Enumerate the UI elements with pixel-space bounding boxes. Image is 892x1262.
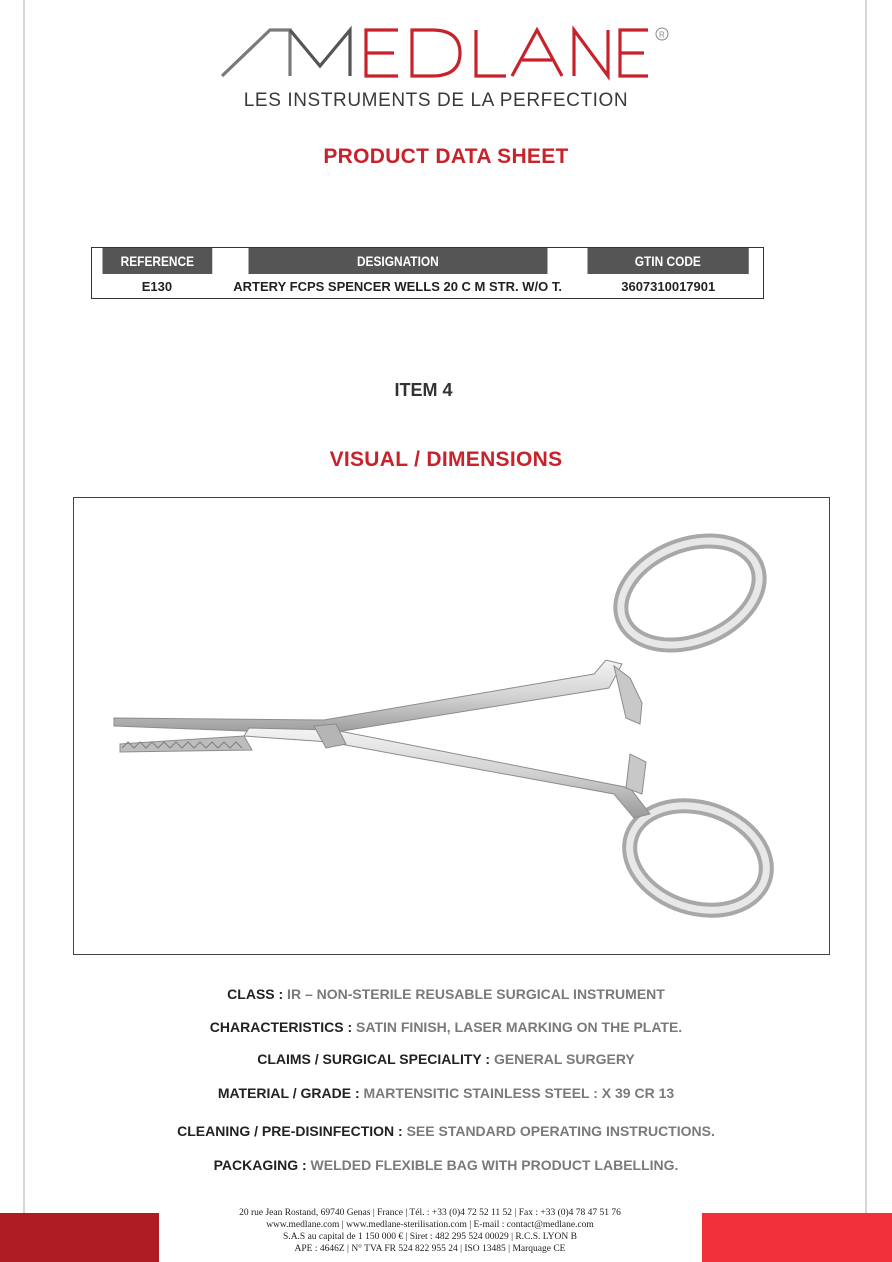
header-gtin-code: GTIN CODE (588, 248, 750, 275)
spec-cleaning (0, 1123, 892, 1139)
artery-forceps-illustration (74, 498, 828, 953)
spec-material (0, 1085, 892, 1101)
spec-packaging (0, 1157, 892, 1173)
medlane-logo-mark (200, 18, 680, 88)
spec-cleaning-key: CLEANING / PRE-DISINFECTION : (177, 1123, 403, 1139)
spec-claims (0, 1051, 892, 1067)
spec-characteristics (0, 1019, 892, 1035)
spec-class-value: IR – NON-STERILE REUSABLE SURGICAL INSTRUMENT (283, 986, 665, 1002)
spec-characteristics-value: SATIN FINISH, LASER MARKING ON THE PLATE. (352, 1019, 683, 1035)
product-data-sheet-title: PRODUCT DATA SHEET (323, 145, 569, 168)
footer-red-bar-right (702, 1213, 892, 1262)
spec-packaging-key: PACKAGING : (213, 1157, 307, 1173)
spec-material-key: MATERIAL / GRADE : (217, 1085, 360, 1101)
brand-tagline: LES INSTRUMENTS DE LA PERFECTION (243, 90, 629, 111)
footer-address: 20 rue Jean Rostand, 69740 Genas | France | Tél. : +33 (0)4 72 52 11 52 | Fax : +33 (0)4 78 47 51 76 (239, 1208, 621, 1218)
spec-material-value: MARTENSITIC STAINLESS STEEL : X 39 CR 13 (359, 1085, 675, 1101)
spec-characteristics-key: CHARACTERISTICS : (209, 1019, 353, 1035)
cell-gtin-code: 3607310017901 (621, 278, 716, 294)
footer-legal: S.A.S au capital de 1 150 000 € | Siret : 482 295 524 00029 | R.C.S. LYON B (283, 1232, 577, 1242)
header-designation: DESIGNATION (248, 248, 547, 275)
svg-text:R: R (659, 30, 665, 40)
footer-web: www.medlane.com | www.medlane-sterilisation.com | E-mail : contact@medlane.com (266, 1220, 594, 1230)
company-footer (160, 1207, 700, 1255)
instrument-visual-frame (73, 497, 830, 955)
cell-reference: E130 (141, 278, 173, 294)
cell-designation: ARTERY FCPS SPENCER WELLS 20 C M STR. W/O T. (233, 278, 562, 294)
spec-cleaning-value: SEE STANDARD OPERATING INSTRUCTIONS. (402, 1123, 715, 1139)
table-row (92, 274, 764, 299)
footer-registration: APE : 4646Z | N° TVA FR 524 822 955 24 | ISO 13485 | Marquage CE (294, 1244, 566, 1254)
table-header-row (92, 248, 764, 275)
spec-packaging-value: WELDED FLEXIBLE BAG WITH PRODUCT LABELLING. (306, 1157, 679, 1173)
spec-claims-key: CLAIMS / SURGICAL SPECIALITY : (257, 1051, 491, 1067)
spec-class (0, 986, 892, 1002)
product-reference-table (91, 247, 764, 299)
spec-class-key: CLASS : (227, 986, 284, 1002)
spec-claims-value: GENERAL SURGERY (490, 1051, 635, 1067)
visual-dimensions-title: VISUAL / DIMENSIONS (329, 448, 563, 471)
header-reference: REFERENCE (101, 248, 212, 275)
footer-red-bar-left (0, 1213, 159, 1262)
item-label: ITEM 4 (394, 380, 453, 400)
